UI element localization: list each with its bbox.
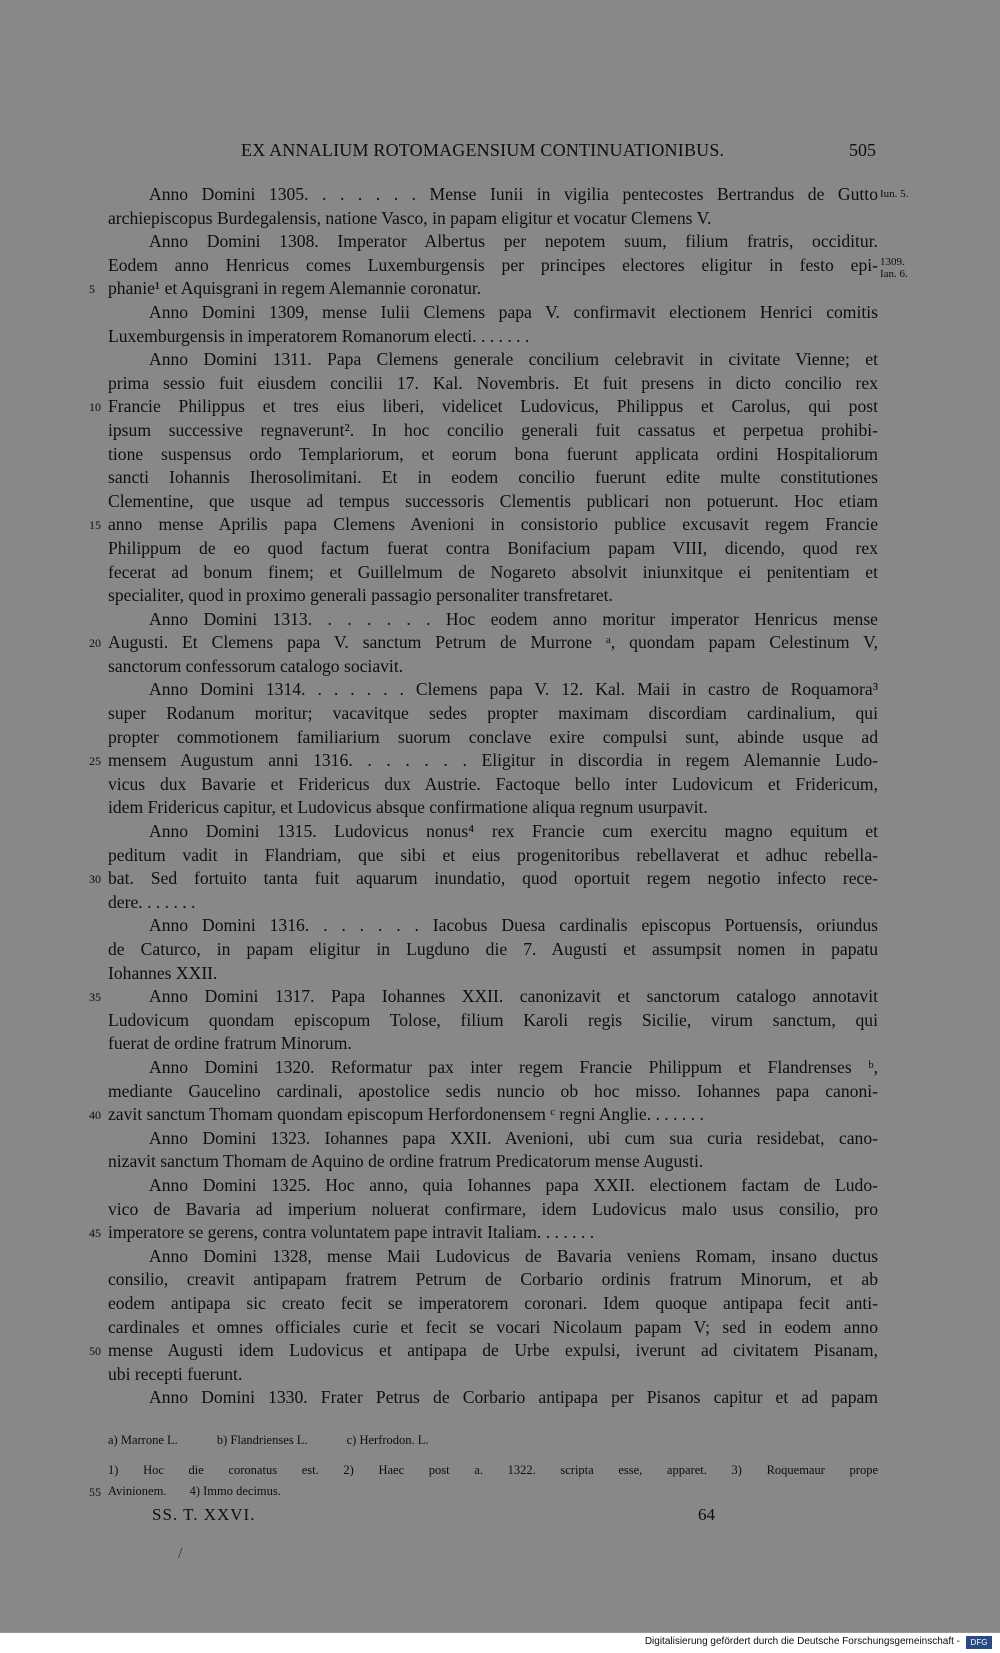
line-text: Anno Domini 1313. . . . . . . Hoc eodem anno moritur imperator Henricus mense bbox=[149, 608, 878, 629]
footnotes-line bbox=[108, 1460, 878, 1481]
line-text: Francie Philippus et tres eius liberi, videlicet Ludovicus, Philippus et Carolus, qui post bbox=[108, 396, 878, 417]
line-text: specialiter, quod in proximo generali passagio personaliter transfretaret. bbox=[108, 585, 613, 606]
line-text: mense Augusti idem Ludovicus et antipapa de Urbe expulsi, iverunt ad civitatem Pisanam, bbox=[108, 1340, 878, 1361]
line-text: Anno Domini 1316. . . . . . . Iacobus Duesa cardinalis episcopus Portuensis, oriundus bbox=[149, 915, 878, 936]
text-line bbox=[108, 1316, 878, 1340]
text-line bbox=[89, 631, 878, 655]
text-line bbox=[89, 867, 878, 891]
line-number: 10 bbox=[89, 400, 101, 415]
variant-notes bbox=[108, 1430, 878, 1451]
text-line bbox=[108, 230, 878, 254]
text-line bbox=[108, 1056, 878, 1080]
text-line bbox=[108, 1127, 878, 1151]
text-line bbox=[108, 702, 878, 726]
text-line bbox=[108, 796, 878, 820]
text-line bbox=[108, 1150, 878, 1174]
text-line bbox=[108, 1245, 878, 1269]
text-line bbox=[89, 513, 878, 537]
text-line bbox=[108, 443, 878, 467]
line-number: 30 bbox=[89, 872, 101, 887]
line-number: 15 bbox=[89, 518, 101, 533]
line-text: idem Fridericus capitur, et Ludovicus absque confirmatione aliqua regnum usurpavit. bbox=[108, 797, 708, 818]
text-line bbox=[108, 938, 878, 962]
line-text: Anno Domini 1314. . . . . . . Clemens papa V. 12. Kal. Maii in castro de Roquamora³ bbox=[149, 679, 878, 700]
line-text: Anno Domini 1308. Imperator Albertus per nepotem suum, filium fratris, occiditur. bbox=[149, 231, 878, 252]
line-text: cardinales et omnes officiales curie et fecit se vocari Nicolaum papam V; sed in eodem anno bbox=[108, 1316, 878, 1337]
line-text: prima sessio fuit eiusdem concilii 17. Kal. Novembris. Et fuit presens in dicto concilio rex bbox=[108, 372, 878, 393]
text-line bbox=[108, 1386, 878, 1410]
text-line bbox=[108, 1198, 878, 1222]
text-line bbox=[89, 1221, 878, 1245]
line-text: Anno Domini 1315. Ludovicus nonus⁴ rex Francie cum exercitu magno equitum et bbox=[149, 821, 878, 842]
footnotes-line bbox=[89, 1481, 878, 1502]
line-text: mensem Augustum anni 1316. . . . . . . Eligitur in discordia in regem Alemannie Ludo- bbox=[108, 750, 878, 771]
line-text: dere. . . . . . . bbox=[108, 891, 196, 912]
line-text: propter commotionem familiarium suorum conclave exire compulsi sunt, abinde usque ad bbox=[108, 726, 878, 747]
line-number: 25 bbox=[89, 754, 101, 769]
text-line bbox=[108, 1292, 878, 1316]
text-line bbox=[108, 348, 878, 372]
line-text: mediante Gaucelino cardinali, apostolice sedis nuncio ob hoc misso. Iohannes papa canoni- bbox=[108, 1080, 878, 1101]
dfg-bar bbox=[0, 1632, 1000, 1653]
line-text: Ludovicum quondam episcopum Tolose, filium Karoli regis Sicilie, virum sanctum, qui bbox=[108, 1009, 878, 1030]
text-line bbox=[108, 1174, 878, 1198]
line-text: Anno Domini 1317. Papa Iohannes XXII. canonizavit et sanctorum catalogo annotavit bbox=[149, 986, 878, 1007]
line-number: 20 bbox=[89, 636, 101, 651]
margin-date: Iun. 5. bbox=[880, 188, 909, 200]
line-text: fuerat de ordine fratrum Minorum. bbox=[108, 1033, 352, 1054]
dfg-credit: Digitalisierung gefördert durch die Deutsche Forschungsgemeinschaft - bbox=[644, 1636, 960, 1647]
sheet-number: 64 bbox=[698, 1505, 715, 1524]
text-line bbox=[108, 608, 878, 632]
line-text: vicus dux Bavarie et Fridericus dux Austrie. Factoque bello inter Ludovicum et Fridericum, bbox=[108, 773, 878, 794]
stray-mark: / bbox=[178, 1545, 183, 1562]
text-line bbox=[89, 749, 878, 773]
line-number: 50 bbox=[89, 1344, 101, 1359]
dfg-logo-icon: DFG bbox=[966, 1636, 992, 1649]
text-line bbox=[108, 678, 878, 702]
line-text: zavit sanctum Thomam quondam episcopum Herfordonensem ᶜ regni Anglie. . . . . . . bbox=[108, 1104, 704, 1125]
text-line bbox=[108, 466, 878, 490]
line-number: 40 bbox=[89, 1108, 101, 1123]
text-line bbox=[108, 372, 878, 396]
text-line bbox=[108, 325, 878, 349]
text-line bbox=[89, 985, 878, 1009]
text-line bbox=[108, 844, 878, 868]
text-line bbox=[108, 584, 878, 608]
line-text: Eodem anno Henricus comes Luxemburgensis per principes electores eligitur in festo epi- bbox=[108, 254, 878, 275]
line-text: Philippum de eo quod factum fuerat contra Bonifacium papam VIII, dicendo, quod rex bbox=[108, 537, 878, 558]
text-line bbox=[108, 914, 878, 938]
text-line bbox=[108, 254, 908, 280]
text-line bbox=[108, 655, 878, 679]
line-text: Anno Domini 1328, mense Maii Ludovicus de Bavaria veniens Romam, insano ductus bbox=[149, 1245, 878, 1266]
page-header bbox=[108, 140, 876, 166]
line-number: 35 bbox=[89, 990, 101, 1005]
footnote: Avinionem. bbox=[108, 1484, 167, 1498]
line-text: Anno Domini 1309, mense Iulii Clemens papa V. confirmavit electionem Henrici comitis bbox=[149, 301, 878, 322]
line-text: bat. Sed fortuito tanta fuit aquarum inundatio, quod oportuit regem negotio infecto rece- bbox=[108, 868, 878, 889]
footnote: 3) Roquemaur prope bbox=[731, 1463, 878, 1477]
line-number: 55 bbox=[89, 1485, 101, 1499]
text-line bbox=[108, 1032, 878, 1056]
line-text: peditum vadit in Flandriam, que sibi et eius progenitoribus rebellaverat et adhuc rebella- bbox=[108, 844, 878, 865]
text-line bbox=[108, 419, 878, 443]
line-text: phanie¹ et Aquisgrani in regem Alemannie coronatur. bbox=[108, 278, 482, 299]
line-text: vico de Bavaria ad imperium noluerat confirmare, idem Ludovicus malo usus consilio, pro bbox=[108, 1198, 878, 1219]
line-text: fecerat ad bonum finem; et Guillelmum de Nogareto absolvit iniunxitque ei penitentiam et bbox=[108, 561, 878, 582]
footnote: 2) Haec post a. 1322. scripta esse, apparet. bbox=[343, 1463, 707, 1477]
text-line bbox=[108, 537, 878, 561]
line-text: super Rodanum moritur; vacavitque sedes propter maximam discordiam cardinalium, qui bbox=[108, 703, 878, 724]
text-line bbox=[108, 891, 878, 915]
text-line bbox=[108, 726, 878, 750]
line-text: ipsum successive regnaverunt². In hoc concilio generali fuit cassatus et perpetua prohibi- bbox=[108, 419, 878, 440]
variant-notes-line bbox=[108, 1430, 878, 1451]
line-number: 45 bbox=[89, 1226, 101, 1241]
line-text: imperatore se gerens, contra voluntatem pape intravit Italiam. . . . . . . bbox=[108, 1222, 595, 1243]
text-line bbox=[108, 1009, 878, 1033]
footnote: 1) Hoc die coronatus est. bbox=[108, 1463, 319, 1477]
text-line bbox=[108, 820, 878, 844]
line-text: de Caturco, in papam eligitur in Lugduno die 7. Augusti et assumpsit nomen in papatu bbox=[108, 939, 878, 959]
text-line bbox=[108, 183, 909, 207]
text-line bbox=[108, 1268, 878, 1292]
line-text: Anno Domini 1311. Papa Clemens generale concilium celebravit in civitate Vienne; et bbox=[149, 349, 878, 370]
text-line bbox=[108, 773, 878, 797]
text-line bbox=[89, 395, 878, 419]
variant-note: a) Marrone L. bbox=[108, 1433, 178, 1447]
line-text: Anno Domini 1325. Hoc anno, quia Iohannes papa XXII. electionem factam de Ludo- bbox=[149, 1174, 878, 1195]
text-line bbox=[108, 301, 878, 325]
page-number: 505 bbox=[849, 140, 876, 160]
line-text: Anno Domini 1305. . . . . . . Mense Iunii in vigilia pentecostes Bertrandus de Gutto bbox=[149, 184, 878, 204]
line-text: tione suspensus ordo Templariorum, et eorum bona fuerunt applicata ordini Hospitaliorum bbox=[108, 443, 878, 464]
line-text: Clementine, que usque ad tempus successoris Clementis publicari non potuerunt. Hoc etiam bbox=[108, 490, 878, 511]
text-line bbox=[108, 561, 878, 585]
line-text: anno mense Aprilis papa Clemens Avenioni in consistorio publice excusavit regem Francie bbox=[108, 514, 878, 535]
variant-note: b) Flandrienses L. bbox=[216, 1433, 308, 1447]
line-text: archiepiscopus Burdegalensis, natione Vasco, in papam eligitur et vocatur Clemens V. bbox=[108, 207, 712, 228]
signature-mark: SS. T. XXVI. bbox=[152, 1505, 256, 1524]
margin-date: 1309. Ian. 6. bbox=[880, 255, 908, 280]
line-text: sancti Iohannis Iherosolimitani. Et in eodem concilio fuerunt edite multe constitutiones bbox=[108, 467, 878, 488]
line-text: Anno Domini 1320. Reformatur pax inter regem Francie Philippum et Flandrenses ᵇ, bbox=[149, 1056, 878, 1077]
line-text: Luxemburgensis in imperatorem Romanorum electi. . . . . . . bbox=[108, 325, 530, 346]
running-title: EX ANNALIUM ROTOMAGENSIUM CONTINUATIONIBUS. bbox=[241, 140, 725, 160]
line-text: sanctorum confessorum catalogo sociavit. bbox=[108, 655, 404, 676]
text-line bbox=[108, 1363, 878, 1387]
line-text: eodem antipapa sic creato fecit se imperatorem coronari. Idem quoque antipapa fecit anti- bbox=[108, 1292, 878, 1313]
main-text bbox=[89, 183, 909, 1410]
text-line bbox=[89, 1103, 878, 1127]
line-text: Anno Domini 1330. Frater Petrus de Corbario antipapa per Pisanos capitur et ad papam bbox=[149, 1387, 878, 1408]
line-text: ubi recepti fuerunt. bbox=[108, 1363, 243, 1384]
line-text: Anno Domini 1323. Iohannes papa XXII. Avenioni, ubi cum sua curia residebat, cano- bbox=[149, 1127, 878, 1148]
line-number: 5 bbox=[89, 282, 95, 297]
text-line bbox=[89, 277, 878, 301]
text-line bbox=[89, 1339, 878, 1363]
line-text: Iohannes XXII. bbox=[108, 962, 218, 983]
variant-note: c) Herfrodon. L. bbox=[346, 1433, 429, 1447]
footnotes bbox=[89, 1460, 878, 1502]
line-text: consilio, creavit antipapam fratrem Petrum de Corbario ordinis fratrum Minorum, et ab bbox=[108, 1269, 878, 1290]
text-line bbox=[108, 962, 878, 986]
text-line bbox=[108, 207, 878, 231]
line-text: nizavit sanctum Thomam de Aquino de ordine fratrum Predicatorum mense Augusti. bbox=[108, 1151, 704, 1172]
line-text: Augusti. Et Clemens papa V. sanctum Petrum de Murrone ᵃ, quondam papam Celestinum V, bbox=[108, 632, 878, 653]
text-line bbox=[108, 490, 878, 514]
footnote: 4) Immo decimus. bbox=[189, 1484, 281, 1498]
text-line bbox=[108, 1080, 878, 1104]
